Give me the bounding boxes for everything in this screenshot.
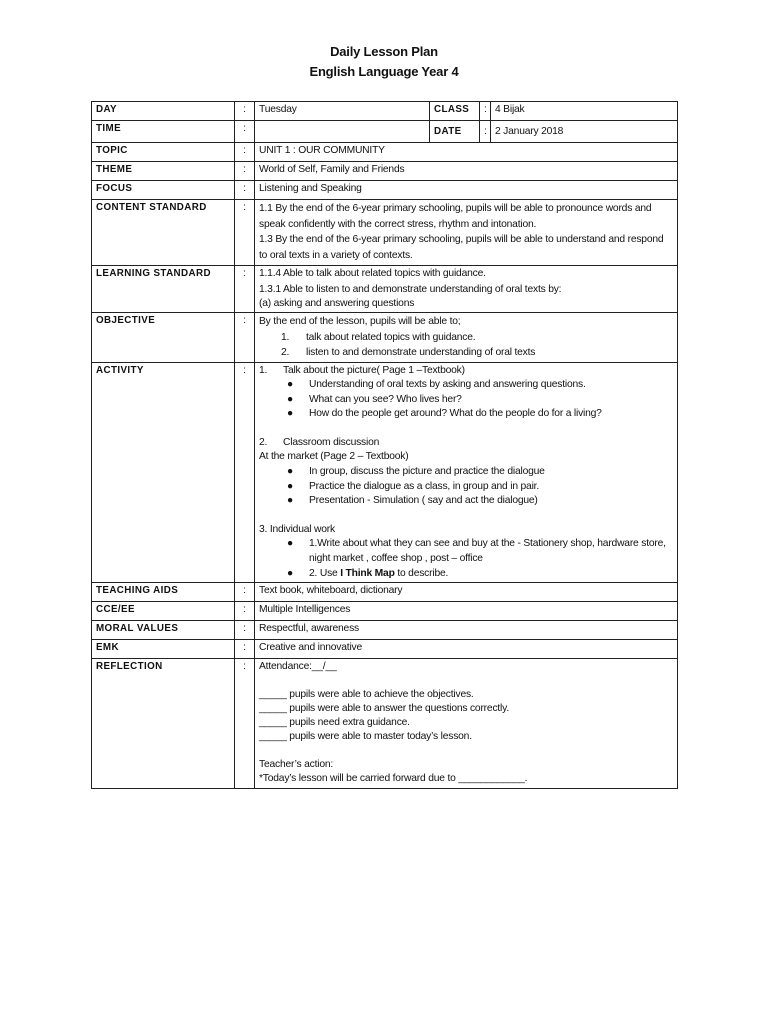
- emk-label: EMK: [92, 640, 235, 659]
- activity-bullet-text: 1.Write about what they can see and buy at the - Stationery shop, hardware store, night market , coffee shop , post – office: [309, 538, 666, 565]
- reflection-line: _____ pupils need extra guidance.: [259, 717, 410, 729]
- colon: :: [235, 102, 255, 121]
- reflection-line: _____ pupils were able to achieve the objectives.: [259, 689, 474, 701]
- activity-bullet: [259, 537, 673, 566]
- colon: :: [235, 162, 255, 181]
- colon: :: [235, 362, 255, 583]
- activity-bullet: [259, 465, 673, 480]
- ccejee-label: CCE/EE: [92, 602, 235, 621]
- theme-value: World of Self, Family and Friends: [255, 162, 678, 181]
- row-activity: [92, 362, 678, 583]
- objective-label: OBJECTIVE: [92, 313, 235, 363]
- activity-step-text: Talk about the picture( Page 1 –Textbook): [283, 364, 465, 376]
- document-subtitle: English Language Year 4: [309, 64, 459, 79]
- activity-step-1-heading: [259, 364, 673, 379]
- activity-value: [255, 362, 678, 583]
- row-learning-standard: [92, 266, 678, 313]
- teaching-aids-value: Text book, whiteboard, dictionary: [255, 583, 678, 602]
- activity-step-number: 1.: [259, 364, 268, 376]
- teaching-aids-label: TEACHING AIDS: [92, 583, 235, 602]
- colon: :: [235, 313, 255, 363]
- reflection-attendance: Attendance:__/__: [259, 661, 337, 673]
- day-value: Tuesday: [255, 102, 430, 121]
- content-standard-line: 1.3 By the end of the 6-year primary schooling, pupils will be able to understand and respond to oral texts in a variety of contexts.: [259, 234, 664, 261]
- focus-label: FOCUS: [92, 181, 235, 200]
- bullet-icon: ●: [287, 567, 294, 579]
- activity-bullet: [259, 407, 673, 422]
- activity-step-2-heading: [259, 436, 673, 451]
- learning-standard-line: 1.1.4 Able to talk about related topics with guidance.: [259, 268, 486, 279]
- day-label: DAY: [92, 102, 235, 121]
- activity-bullet-text: How do the people get around? What do the people do for a living?: [309, 408, 602, 420]
- activity-bullet-text: Understanding of oral texts by asking and answering questions.: [309, 379, 586, 391]
- colon: :: [235, 200, 255, 266]
- objective-item-text: talk about related topics with guidance.: [306, 331, 476, 343]
- time-label: TIME: [92, 121, 235, 143]
- row-theme: [92, 162, 678, 181]
- row-day: [92, 102, 678, 121]
- row-objective: [92, 313, 678, 363]
- activity-bullet-text: In group, discuss the picture and practice the dialogue: [309, 466, 545, 478]
- learning-standard-label: LEARNING STANDARD: [92, 266, 235, 313]
- time-value: [255, 121, 430, 143]
- activity-bullet-text: Practice the dialogue as a class, in group and in pair.: [309, 480, 539, 492]
- bullet-icon: ●: [287, 466, 294, 478]
- objective-intro: By the end of the lesson, pupils will be able to;: [259, 316, 461, 327]
- objective-value: [255, 313, 678, 363]
- objective-item-number: 1.: [281, 331, 290, 343]
- row-reflection: [92, 659, 678, 789]
- colon: :: [235, 121, 255, 143]
- activity-step-text: Classroom discussion: [283, 436, 380, 448]
- content-standard-label: CONTENT STANDARD: [92, 200, 235, 266]
- row-focus: [92, 181, 678, 200]
- activity-bullet: [259, 494, 673, 509]
- reflection-line: _____ pupils were able to master today’s lesson.: [259, 731, 472, 743]
- document-title: Daily Lesson Plan: [330, 44, 438, 59]
- date-label: DATE: [430, 121, 480, 143]
- theme-label: THEME: [92, 162, 235, 181]
- lesson-plan-table: [91, 101, 678, 789]
- colon: :: [235, 659, 255, 789]
- ccejee-value: Multiple Intelligences: [255, 602, 678, 621]
- class-value: 4 Bijak: [491, 102, 678, 121]
- document-header: [0, 42, 768, 82]
- learning-standard-line: (a) asking and answering questions: [259, 298, 415, 309]
- objective-item-text: listen to and demonstrate understanding of oral texts: [306, 347, 536, 358]
- colon: :: [235, 602, 255, 621]
- date-value: 2 January 2018: [491, 121, 678, 143]
- objective-item-number: 2.: [281, 347, 290, 358]
- learning-standard-value: [255, 266, 678, 313]
- reflection-label: REFLECTION: [92, 659, 235, 789]
- bullet-icon: ●: [287, 538, 294, 550]
- colon: :: [235, 621, 255, 640]
- reflection-forward: *Today’s lesson will be carried forward due to ____________.: [259, 773, 528, 785]
- class-label: CLASS: [430, 102, 480, 121]
- row-content-standard: [92, 200, 678, 266]
- bullet-text-pre: 2. Use: [309, 567, 341, 579]
- row-teaching-aids: [92, 583, 678, 602]
- colon: :: [480, 102, 491, 121]
- activity-bullet: [259, 480, 673, 495]
- colon: :: [235, 266, 255, 313]
- topic-value: UNIT 1 : OUR COMMUNITY: [255, 143, 678, 162]
- learning-standard-line: 1.3.1 Able to listen to and demonstrate understanding of oral texts by:: [259, 284, 562, 295]
- row-topic: [92, 143, 678, 162]
- moral-values-label: MORAL VALUES: [92, 621, 235, 640]
- objective-item: [259, 330, 673, 346]
- activity-bullet-text: Presentation - Simulation ( say and act the dialogue): [309, 495, 538, 507]
- activity-step-3-heading: 3. Individual work: [259, 523, 335, 535]
- colon: :: [235, 583, 255, 602]
- bullet-icon: ●: [287, 393, 294, 405]
- row-emk: [92, 640, 678, 659]
- activity-step-2-subheading: At the market (Page 2 – Textbook): [259, 451, 409, 463]
- bullet-icon: ●: [287, 480, 294, 492]
- reflection-teacher-action: Teacher’s action:: [259, 759, 334, 771]
- colon: :: [235, 143, 255, 162]
- content-standard-value: [255, 200, 678, 266]
- reflection-line: _____ pupils were able to answer the questions correctly.: [259, 703, 509, 715]
- i-think-map-term: I Think Map: [340, 567, 395, 579]
- colon: :: [480, 121, 491, 143]
- colon: :: [235, 640, 255, 659]
- focus-value: Listening and Speaking: [255, 181, 678, 200]
- reflection-value: [255, 659, 678, 789]
- emk-value: Creative and innovative: [255, 640, 678, 659]
- row-ccejee: [92, 602, 678, 621]
- objective-item: [259, 345, 673, 361]
- colon: :: [235, 181, 255, 200]
- row-time: [92, 121, 678, 143]
- activity-bullet: [259, 393, 673, 408]
- activity-label: ACTIVITY: [92, 362, 235, 583]
- activity-step-number: 2.: [259, 436, 268, 448]
- bullet-icon: ●: [287, 495, 294, 507]
- row-moral-values: [92, 621, 678, 640]
- moral-values-value: Respectful, awareness: [255, 621, 678, 640]
- bullet-icon: ●: [287, 379, 294, 391]
- activity-bullet-text: What can you see? Who lives her?: [309, 393, 462, 405]
- activity-bullet: [259, 567, 673, 582]
- bullet-text-post: to describe.: [394, 567, 449, 579]
- activity-bullet: [259, 378, 673, 393]
- activity-bullet-text: [287, 567, 673, 582]
- content-standard-line: 1.1 By the end of the 6-year primary schooling, pupils will be able to pronounce words and speak confidently with the correct stress, rhythm and intonation.: [259, 203, 652, 230]
- topic-label: TOPIC: [92, 143, 235, 162]
- bullet-icon: ●: [287, 408, 294, 420]
